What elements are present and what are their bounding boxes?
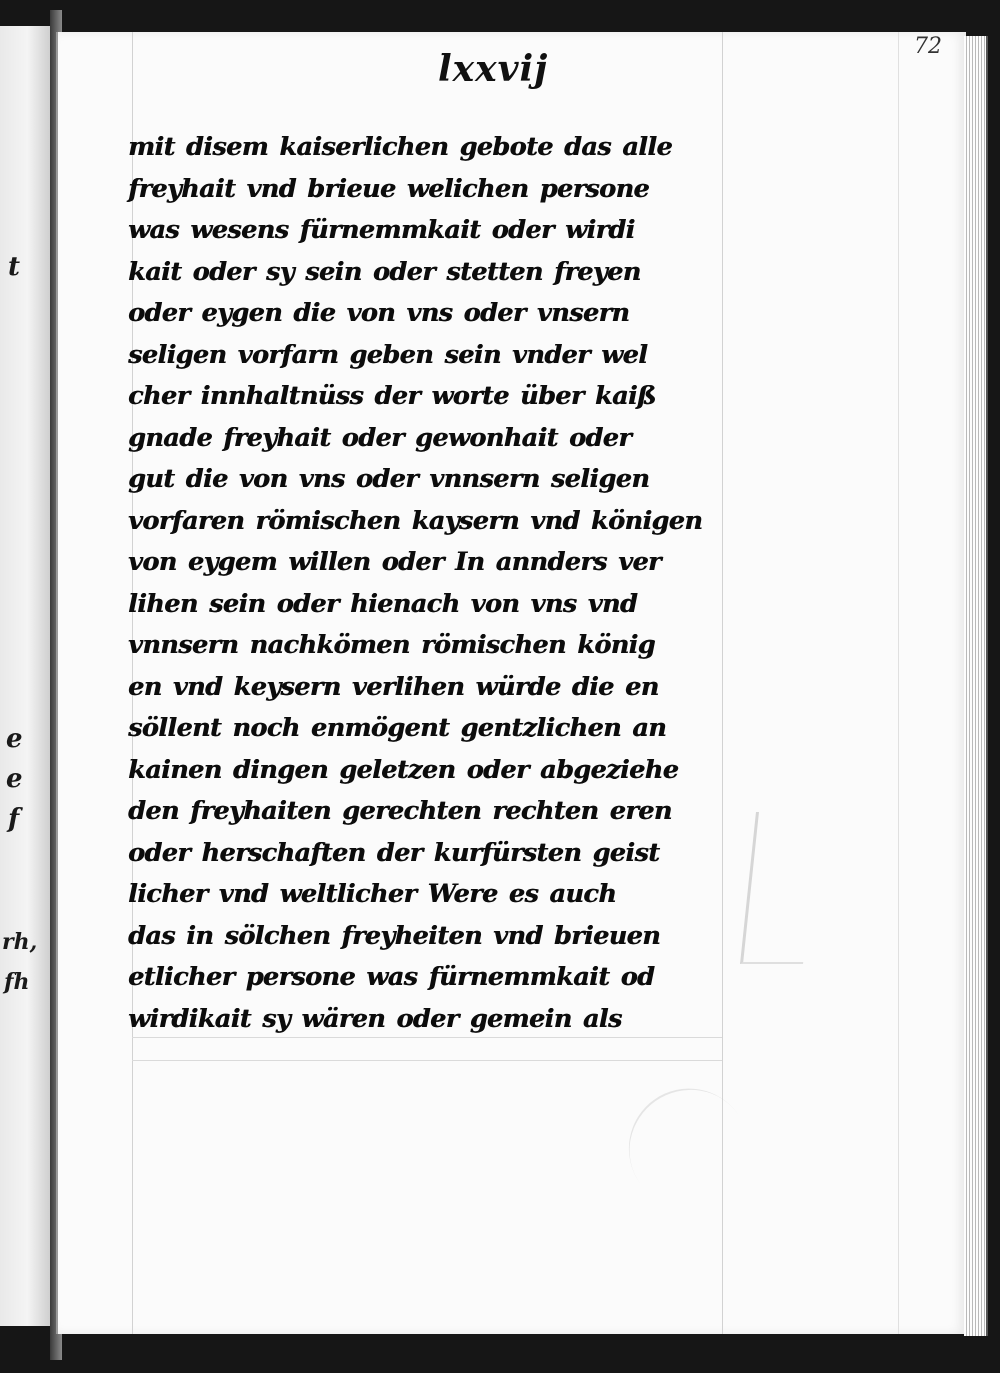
left-fragment: e <box>6 764 23 794</box>
left-fragment: e <box>6 724 23 754</box>
ruling-line <box>132 1060 722 1061</box>
text-line: söllent noch enmögent gentzlichen an <box>128 713 667 743</box>
page-edges <box>964 36 988 1336</box>
text-line: cher innhaltnüss der worte über kaiß <box>128 381 656 411</box>
left-fragment: fh <box>4 969 30 995</box>
text-line: kainen dingen geletzen oder abgeziehe <box>128 754 679 785</box>
text-line: das in sölchen freyheiten vnd brieuen <box>128 920 661 951</box>
text-block <box>128 127 768 1040</box>
text-line: den freyhaiten gerechten rechten eren <box>128 796 672 826</box>
left-fragment: f <box>8 804 20 834</box>
text-line: mit disem kaiserlichen gebote das alle <box>128 132 672 162</box>
text-line: vorfaren römischen kaysern vnd königen <box>128 505 703 536</box>
text-line: seligen vorfarn geben sein vnder wel <box>128 339 648 370</box>
text-line: wirdikait sy wären oder gemein als <box>128 1003 622 1034</box>
text-line: freyhait vnd brieue welichen persone <box>128 173 650 204</box>
text-line: licher vnd weltlicher Were es auch <box>128 879 617 909</box>
text-line: was wesens fürnemmkait oder wirdi <box>128 215 635 245</box>
text-line: vnnsern nachkömen römischen könig <box>128 630 655 660</box>
text-line: etlicher persone was fürnemmkait od <box>128 962 655 992</box>
folio-number: 72 <box>914 34 942 59</box>
ruling-line <box>898 32 899 1334</box>
left-fragment: t <box>8 252 21 282</box>
faint-sketch-mark <box>605 1065 750 1201</box>
left-fragment: rh, <box>2 929 38 955</box>
left-page-fragments <box>2 26 48 1326</box>
text-line: gut die von vns oder vnnsern seligen <box>128 464 650 494</box>
text-line: lihen sein oder hienach von vns vnd <box>128 588 638 619</box>
text-line: von eygem willen oder In annders ver <box>128 547 661 577</box>
manuscript-page <box>56 32 966 1334</box>
left-facing-page <box>0 26 52 1326</box>
text-line: kait oder sy sein oder stetten freyen <box>128 256 641 287</box>
text-line: oder eygen die von vns oder vnsern <box>128 298 630 328</box>
running-head: lxxvij <box>438 48 549 90</box>
text-line: gnade freyhait oder gewonhait oder <box>128 422 632 453</box>
text-line: en vnd keysern verlihen würde die en <box>128 671 659 702</box>
text-line: oder herschaften der kurfürsten geist <box>128 837 660 868</box>
